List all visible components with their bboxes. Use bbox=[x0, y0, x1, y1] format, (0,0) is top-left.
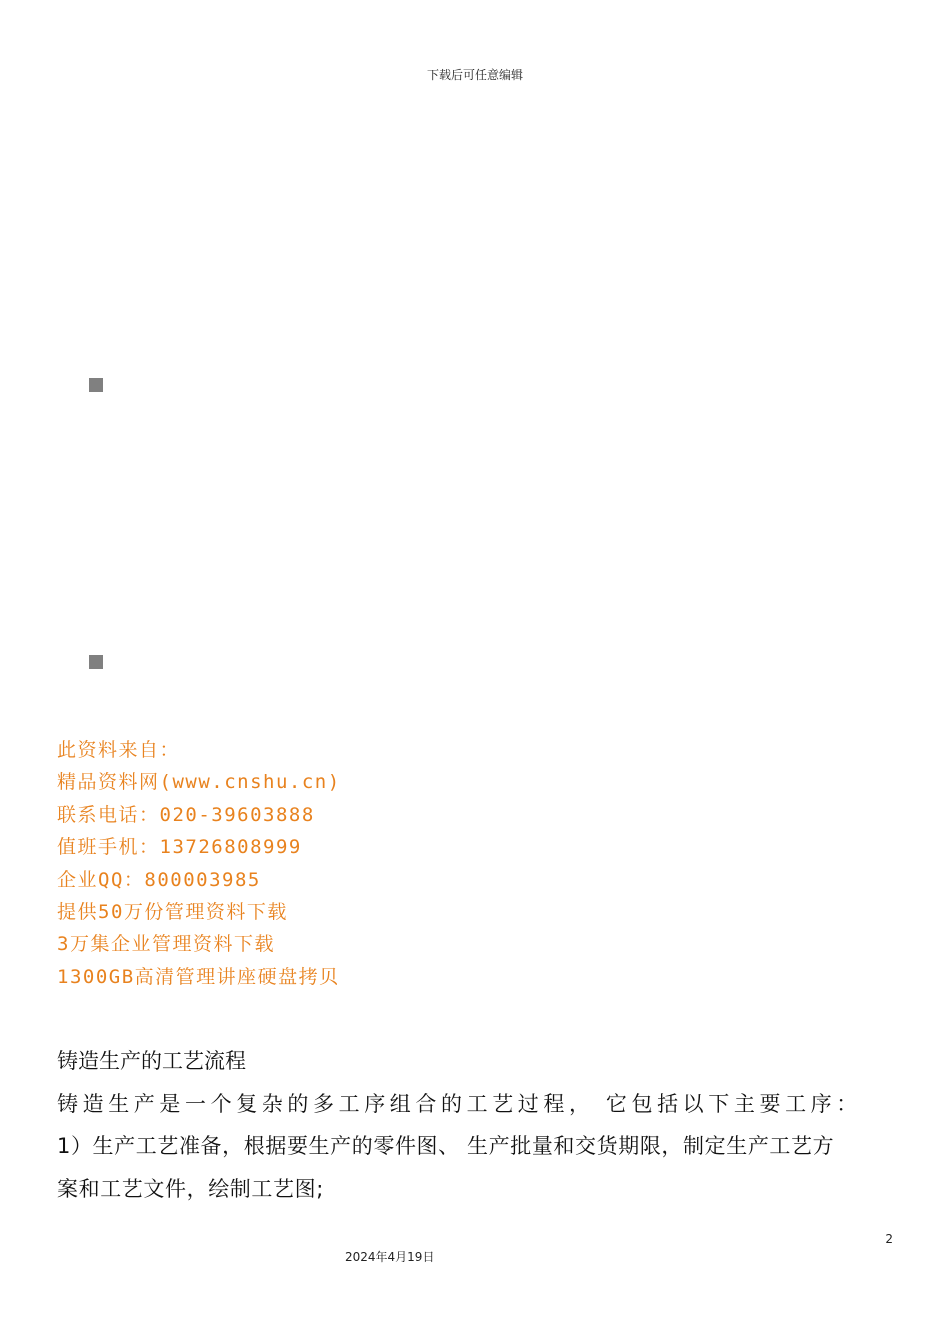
bullet-square-icon bbox=[89, 655, 103, 669]
promo-source-label: 此资料来自： bbox=[57, 739, 181, 761]
promo-offer-2: 3万集企业管理资料下载 bbox=[57, 933, 275, 956]
section-title: 铸造生产的工艺流程 bbox=[57, 1049, 246, 1073]
footer-date: 2024年4月19日 bbox=[345, 1250, 435, 1264]
body-paragraph-step-1: 1）生产工艺准备，根据要生产的零件图、 生产批量和交货期限，制定生产工艺方 bbox=[57, 1134, 835, 1158]
promo-website: 精品资料网(www.cnshu.cn) bbox=[57, 771, 341, 794]
promo-phone: 联系电话：020-39603888 bbox=[57, 803, 315, 826]
promo-qq: 企业QQ：800003985 bbox=[57, 868, 261, 891]
body-paragraph: 铸造生产是一个复杂的多工序组合的工艺过程， 它包括以下主要工序： bbox=[57, 1092, 862, 1116]
promo-offer-1: 提供50万份管理资料下载 bbox=[57, 900, 288, 923]
promo-block bbox=[57, 734, 341, 993]
promo-offer-3: 1300GB高清管理讲座硬盘拷贝 bbox=[57, 965, 340, 988]
promo-mobile: 值班手机：13726808999 bbox=[57, 836, 302, 859]
bullet-square-icon bbox=[89, 378, 103, 392]
page-number: 2 bbox=[885, 1232, 893, 1246]
header-note: 下载后可任意编辑 bbox=[426, 68, 523, 82]
body-paragraph-step-1-continued: 案和工艺文件，绘制工艺图; bbox=[57, 1177, 324, 1201]
